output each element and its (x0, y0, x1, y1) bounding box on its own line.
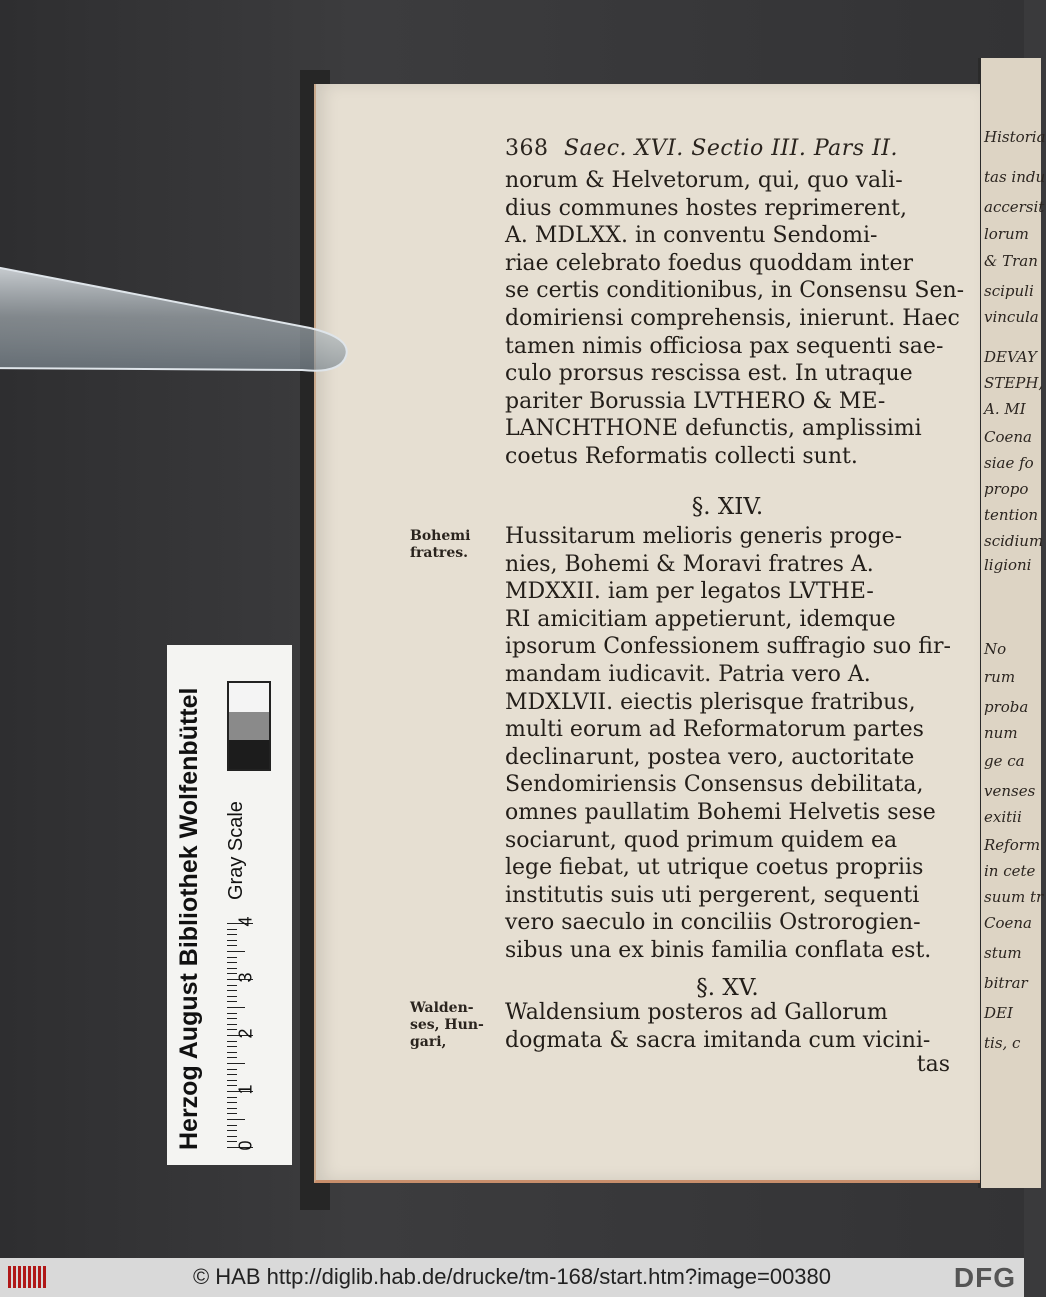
text-line: ipsorum Confessionem suffragio suo fir- (505, 634, 951, 660)
next-page-fragment: DEVAY (984, 348, 1037, 366)
margin-line: gari, (410, 1034, 447, 1050)
next-page-fragment: proba (984, 698, 1029, 716)
next-page-fragment: siae fo (984, 454, 1034, 472)
text-line: sociarunt, quod primum quidem ea (505, 827, 898, 853)
text-line: institutis suis uti pergerent, sequenti (505, 882, 920, 908)
ruler-tick (227, 1046, 237, 1047)
ruler-tick (227, 1007, 245, 1008)
next-page-fragment: scidium (984, 532, 1044, 550)
ruler-tick (227, 1074, 237, 1075)
ruler-tick (227, 1013, 237, 1014)
margin-note-waldenses (410, 1000, 484, 1051)
text-line: norum & Helvetorum, qui, quo vali- (505, 168, 903, 193)
text-line: MDXLVII. eiectis plerisque fratribus, (505, 689, 916, 715)
ruler-tick (227, 985, 237, 986)
cm-ruler (227, 915, 257, 1151)
text-line: Sendomiriensis Consensus debilitata, (505, 772, 924, 798)
ruler-tick (227, 957, 237, 958)
next-page-fragment: num (984, 724, 1018, 742)
text-line: mandam iudicavit. Patria vero A. (505, 662, 871, 687)
next-page-fragment: in cete (984, 862, 1036, 880)
next-page-fragment: Reform (984, 836, 1041, 854)
text-line: dogmata & sacra imitanda cum vicini- (505, 1027, 931, 1053)
next-page-fragment: propo (984, 480, 1029, 498)
ruler-tick (227, 1102, 237, 1103)
text-line: coetus Reformatis collecti sunt. (505, 444, 858, 469)
next-page-fragment: ligioni (984, 556, 1032, 574)
gray-swatches (227, 681, 271, 771)
ruler-number: 0 (235, 1140, 256, 1151)
ruler-tick (227, 929, 237, 930)
next-page-fragment: DEI (984, 1004, 1013, 1022)
running-title: Saec. XVI. Sectio III. Pars II. (564, 136, 898, 161)
catchword: tas (916, 1052, 950, 1077)
text-line: declinarunt, postea vero, auctoritate (505, 744, 915, 770)
margin-line: Walden- (410, 1000, 474, 1016)
next-page-fragment: STEPH, (984, 374, 1044, 392)
next-page-fragment: tas indu (984, 168, 1046, 186)
margin-line: ses, Hun- (410, 1017, 484, 1033)
copyright-url[interactable]: © HAB http://diglib.hab.de/drucke/tm-168/start.htm?image=00380 (192, 1264, 832, 1289)
swatch-white (229, 683, 269, 712)
next-page-fragment: No (984, 640, 1007, 658)
margin-note-bohemi (410, 528, 470, 562)
institution-label: Herzog August Bibliothek Wolfenbüttel (175, 687, 203, 1150)
ruler-tick (227, 1080, 237, 1081)
ruler-tick (227, 1113, 237, 1114)
text-line: se certis conditionibus, in Consensu Sen- (505, 278, 965, 304)
next-page-fragment: scipuli (984, 282, 1034, 300)
ruler-tick (227, 1136, 237, 1137)
section-heading-14: §. XIV. (691, 494, 764, 520)
gray-scale-label: Gray Scale (225, 801, 247, 900)
footer-bar (0, 1258, 1024, 1297)
ruler-tick (227, 1063, 245, 1064)
ruler-tick (227, 962, 237, 963)
next-page-fragment: exitii (984, 808, 1022, 826)
ruler-tick (227, 1108, 237, 1109)
text-line: pariter Borussia LVTHERO & ME- (505, 388, 886, 414)
ruler-tick (227, 934, 237, 935)
next-page-fragment: venses (984, 782, 1036, 800)
text-line: multi eorum ad Reformatorum partes (505, 717, 924, 743)
next-page-fragment: stum (984, 944, 1022, 962)
ruler-tick (227, 1024, 237, 1025)
ruler-tick (227, 940, 237, 941)
text-line: lege fiebat, ut utrique coetus propriis (505, 855, 924, 881)
section-heading-15: §. XV. (696, 975, 759, 1001)
ruler-number: 3 (235, 972, 256, 983)
next-page-fragment: Coena (984, 914, 1032, 932)
next-page-fragment: bitrar (984, 974, 1028, 992)
text-line: Waldensium posteros ad Gallorum (505, 1000, 888, 1025)
ruler-tick (227, 945, 237, 946)
ruler-tick (227, 1119, 245, 1120)
next-page-fragment: rum (984, 668, 1016, 686)
next-page-fragment: & Tran (984, 252, 1038, 270)
next-page-fragment: Coena (984, 428, 1032, 446)
ruler-tick (227, 1041, 237, 1042)
next-page-fragment: Historia (984, 128, 1046, 146)
ruler-tick (227, 1130, 237, 1131)
ruler-tick (227, 996, 237, 997)
next-page-fragment: lorum (984, 225, 1029, 243)
text-line: omnes paullatim Bohemi Helvetis sese (505, 800, 936, 825)
text-line: RI amicitiam appetierunt, idemque (505, 606, 896, 632)
ruler-number: 4 (235, 916, 256, 927)
text-line: culo prorsus rescissa est. In utraque (505, 361, 913, 387)
dfg-logo: DFG (953, 1262, 1016, 1293)
ruler-number: 2 (235, 1028, 256, 1039)
next-page-fragment: suum tr (984, 888, 1044, 906)
next-page-fragment: tention (984, 506, 1039, 524)
text-line: Hussitarum melioris generis proge- (505, 524, 903, 549)
swatch-gray (229, 712, 269, 741)
text-line: tamen nimis officiosa pax sequenti sae- (505, 333, 944, 359)
text-line: dius communes hostes reprimerent, (505, 195, 907, 221)
ruler-tick (227, 990, 237, 991)
next-page-fragment: ge ca (984, 752, 1025, 770)
ruler-tick (227, 1001, 237, 1002)
ruler-tick (227, 1018, 237, 1019)
text-line: vero saeculo in conciliis Ostrorogien- (505, 910, 921, 936)
text-line: nies, Bohemi & Moravi fratres A. (505, 551, 874, 577)
ruler-tick (227, 1125, 237, 1126)
plastic-page-clip (0, 256, 360, 376)
ruler-number: 1 (235, 1084, 256, 1095)
next-page-fragment: tis, c (984, 1034, 1021, 1052)
next-page-fragment: vincula (984, 308, 1039, 326)
text-line: A. MDLXX. in conventu Sendomi- (505, 223, 878, 249)
ruler-tick (227, 1052, 237, 1053)
text-line: domiriensi comprehensis, inierunt. Haec (505, 306, 960, 331)
ruler-tick (227, 1057, 237, 1058)
ruler-tick (227, 968, 237, 969)
text-line: LANCHTHONE defunctis, amplissimi (505, 416, 922, 442)
next-page-fragment: accersit (984, 198, 1045, 216)
swatch-black (229, 740, 269, 769)
margin-line: fratres. (410, 545, 468, 561)
margin-line: Bohemi (410, 528, 471, 544)
color-target-card (167, 645, 292, 1165)
text-line: MDXXII. iam per legatos LVTHE- (505, 579, 874, 605)
page-header (505, 136, 898, 161)
ruler-tick (227, 1069, 237, 1070)
page-number: 368 (505, 136, 549, 161)
ruler-tick (227, 1097, 237, 1098)
text-line: riae celebrato foedus quoddam inter (505, 250, 914, 276)
next-page-fragment: A. MI (984, 400, 1026, 418)
ruler-tick (227, 951, 245, 952)
text-line: sibus una ex binis familia conflata est. (505, 938, 932, 963)
